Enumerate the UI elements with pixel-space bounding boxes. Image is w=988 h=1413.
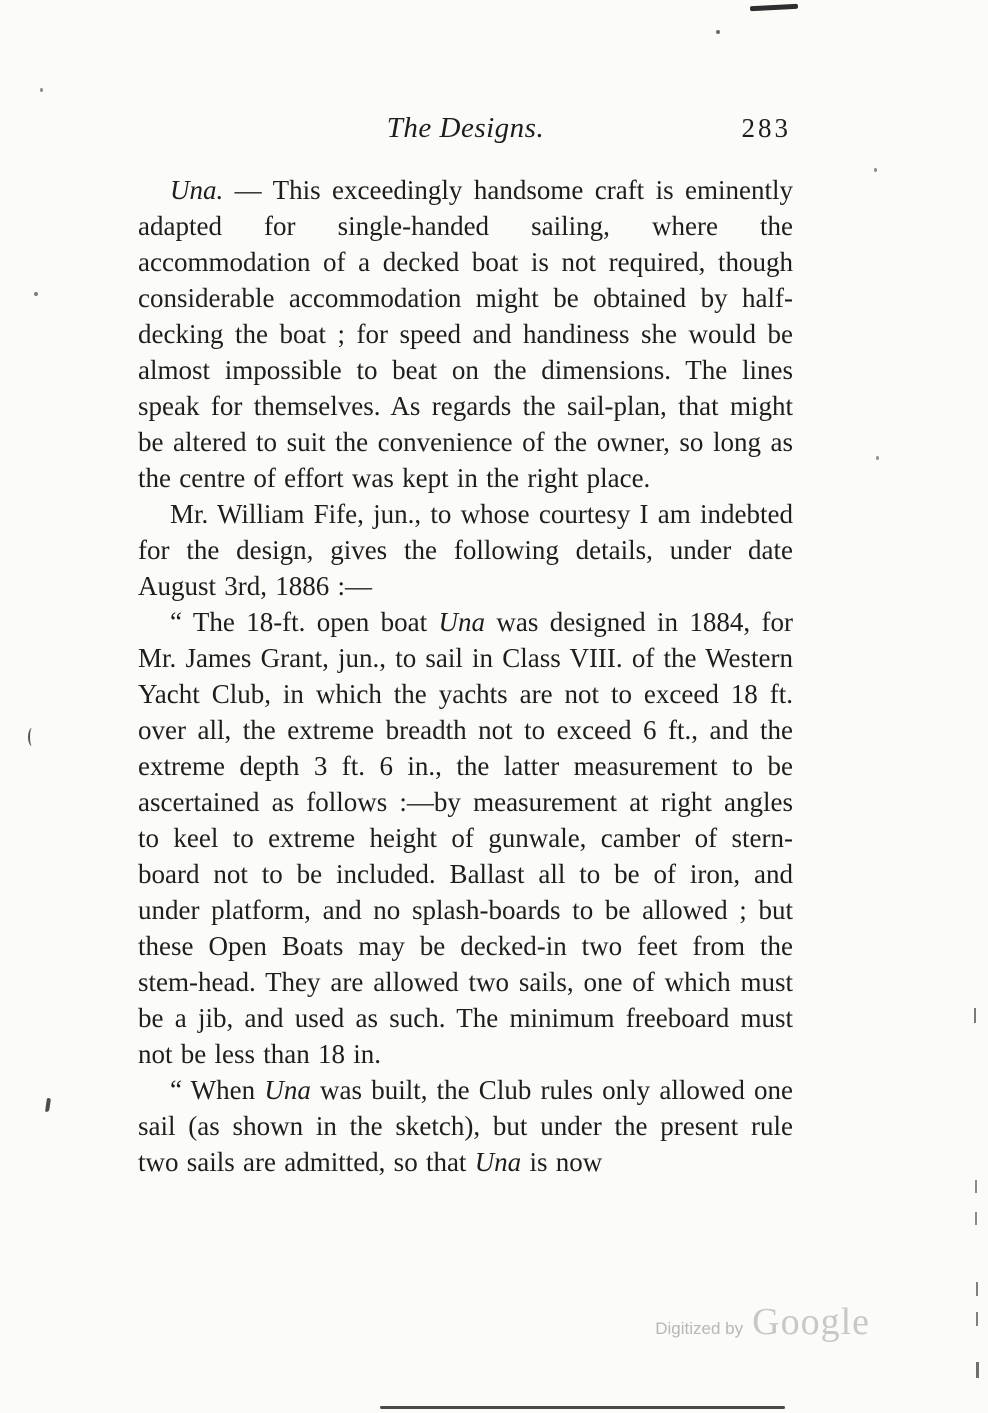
italic-run: Una bbox=[438, 607, 485, 637]
italic-run: Una bbox=[264, 1075, 311, 1105]
scan-artifact bbox=[874, 168, 877, 172]
text-run: Mr. William Fife, jun., to whose courtesy I am indebted for the design, gives the following details, under date August 3rd, 1886 :— bbox=[138, 499, 793, 601]
digitized-by-label: Digitized by bbox=[655, 1319, 744, 1338]
page-header bbox=[138, 112, 793, 154]
scan-artifact bbox=[974, 1008, 976, 1023]
scan-artifact bbox=[40, 88, 43, 92]
scan-artifact bbox=[34, 292, 38, 296]
text-run: was built, the Club rules only allowed one sail (as shown in the sketch), but under the present rule two sails are admitted, so that bbox=[138, 1075, 793, 1177]
paragraph bbox=[138, 172, 793, 496]
scan-artifact bbox=[975, 1180, 977, 1193]
page-number: 283 bbox=[741, 113, 791, 143]
scan-artifact bbox=[45, 1098, 51, 1112]
scan-artifact bbox=[975, 1212, 977, 1225]
paragraph bbox=[138, 1072, 793, 1180]
italic-run: Una bbox=[474, 1147, 522, 1177]
scan-artifact bbox=[976, 1312, 978, 1326]
paragraph bbox=[138, 496, 793, 604]
footer-watermark bbox=[655, 1300, 870, 1344]
scan-artifact bbox=[876, 456, 879, 460]
text-run: is now bbox=[521, 1147, 603, 1177]
body-text bbox=[138, 172, 793, 1180]
scan-artifact bbox=[976, 1282, 978, 1296]
running-title: The Designs. bbox=[386, 112, 545, 144]
text-run: — This exceedingly handsome craft is eminently adapted for single-handed sailing, where the accommodation of a decked boat is not required, though considerable accommodation might be obtained by half-decking the boat ; for speed and handiness she would be almost impossible to beat on the dimensions. The lines speak for themselves. As regards the sail-plan, that might be altered to suit the convenience of the owner, so long as the centre of effort was kept in the right place. bbox=[138, 175, 793, 493]
paragraph bbox=[138, 604, 793, 1072]
scan-artifact bbox=[28, 728, 36, 746]
scan-artifact bbox=[976, 1362, 979, 1378]
italic-run: Una. bbox=[170, 175, 224, 205]
google-watermark-logo: Google bbox=[752, 1301, 870, 1343]
text-run: “ The 18-ft. open boat bbox=[170, 607, 439, 637]
scan-artifact bbox=[716, 30, 720, 34]
scan-artifact bbox=[380, 1406, 785, 1409]
scan-artifact bbox=[750, 4, 798, 12]
text-run: was designed in 1884, for Mr. James Grant, jun., to sail in Class VIII. of the Western Yacht Club, in which the yachts are not to exceed 18 ft. over all, the extreme breadth not to exceed 6 ft., and the extreme depth 3 ft. 6 in., the latter measurement to be ascertained as follows :—by measurement at right angles to keel to extreme height of gunwale, camber of stern-board not to be included. Ballast all to be of iron, and under platform, and no splash-boards to be allowed ; but these Open Boats may be decked-in two feet from the stem-head. They are allowed two sails, one of which must be a jib, and used as such. The minimum freeboard must not be less than 18 in. bbox=[138, 607, 793, 1069]
text-run: “ When bbox=[170, 1075, 265, 1105]
